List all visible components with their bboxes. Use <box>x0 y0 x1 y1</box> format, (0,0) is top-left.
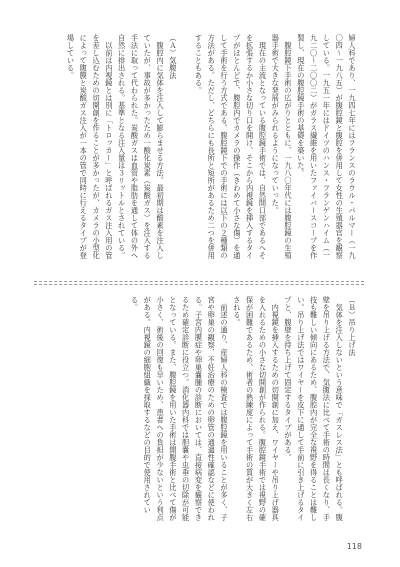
section-divider-line-2 <box>34 284 364 285</box>
section-divider-line-1 <box>34 281 364 282</box>
upper-text-block: 婦人科であり、一九四七年にはフランスのラウル・パルマー（一九〇四〜一九八五）が腹腔鏡と腹腔を併用して女性の生殖器官を観察している。一九五一年にはドイツのハンス・フランゲンハイム（一九二〇〜二〇〇二）がガラス繊維を用いたファイバースコープを作製し、現在の腹腔鏡手術の基礎を築いた。 腹腔鏡下手術の広がりとともに、一九八〇年代には腹腔鏡の生殖器手術で大きな発展がみられるようになっていった。 現在の主流となっている腹腔鏡手術では、自然開口部であるへそを拡張するか小さな切り口を開け、そこから内視鏡を挿入するタイプがほとんどで、腹腔内でカメラの操作（きわめて小さな傷）を通して手術を行う方式である。腹腔鏡下での手術には以下の２種類の方法がある。ただし、どちらにも長所と短所があるため二つを併用することもある。 （Ａ）気腹法 腹腔内に気体を注入して膨らませる方法。最初期は酸素を注入していたが、事故が多かったため一酸化炭素（炭酸ガス）を注入する手法に取って代わられた。炭酸ガスは血管や脂肪を通して体の外へ自然に排出される。基準となる注入量は３リットルとされている。 以前は内視鏡とは別に「トロッカー」と呼ばれるガス注入用の管を差し込むための切開創を作ることが多かったが、カメラの小型化によって腹膜と炭酸ガス注入が一本の管で同時に行えるタイプが登場している。 <box>66 34 357 259</box>
lower-text-block: （Ｂ）吊り上げ法 気体を注入しないという意味で「ガスレス法」とも呼ばれる。腹壁を吊り上げる方法で、気腹法に比べて手術の時間は長くなり、手技も難しい傾向にあるため、腹腔内が完全な視野を得ることは難しい。吊り上げ法ではワイヤーを皮下に通して手前に引き上げるタイプと、腹壁を持ち上げて固定するタイプがある。 内視鏡を挿入するための切開創に加え、ワイヤーや吊り上げ器具を入れるための小さな切開創が作られる。腹腔鏡手術では視野の確保が困難であるため、術者の熟練度によって手術の質が大きく左右される。 前述の通り、産婦人科の検査では腹腔鏡を用いることが多く、子宮や卵巣の観察、不妊治療のための卵管の通過性確認などに使われる。子宮内膜症や卵巣嚢腫の診断においては、直接病変を観察できるため確定診断に役立つ。消化器内科では胆嚢や虫垂の切除が可能となっている。また、腹腔鏡を用いた手術は開腹手術と比べて傷が小さく、術後の回復も早いため、患者への負担が少ないという利点がある。内視鏡の細胞組織を採取するなどの目的で使用されている。 <box>130 296 357 521</box>
page-number: 118 <box>346 542 362 551</box>
